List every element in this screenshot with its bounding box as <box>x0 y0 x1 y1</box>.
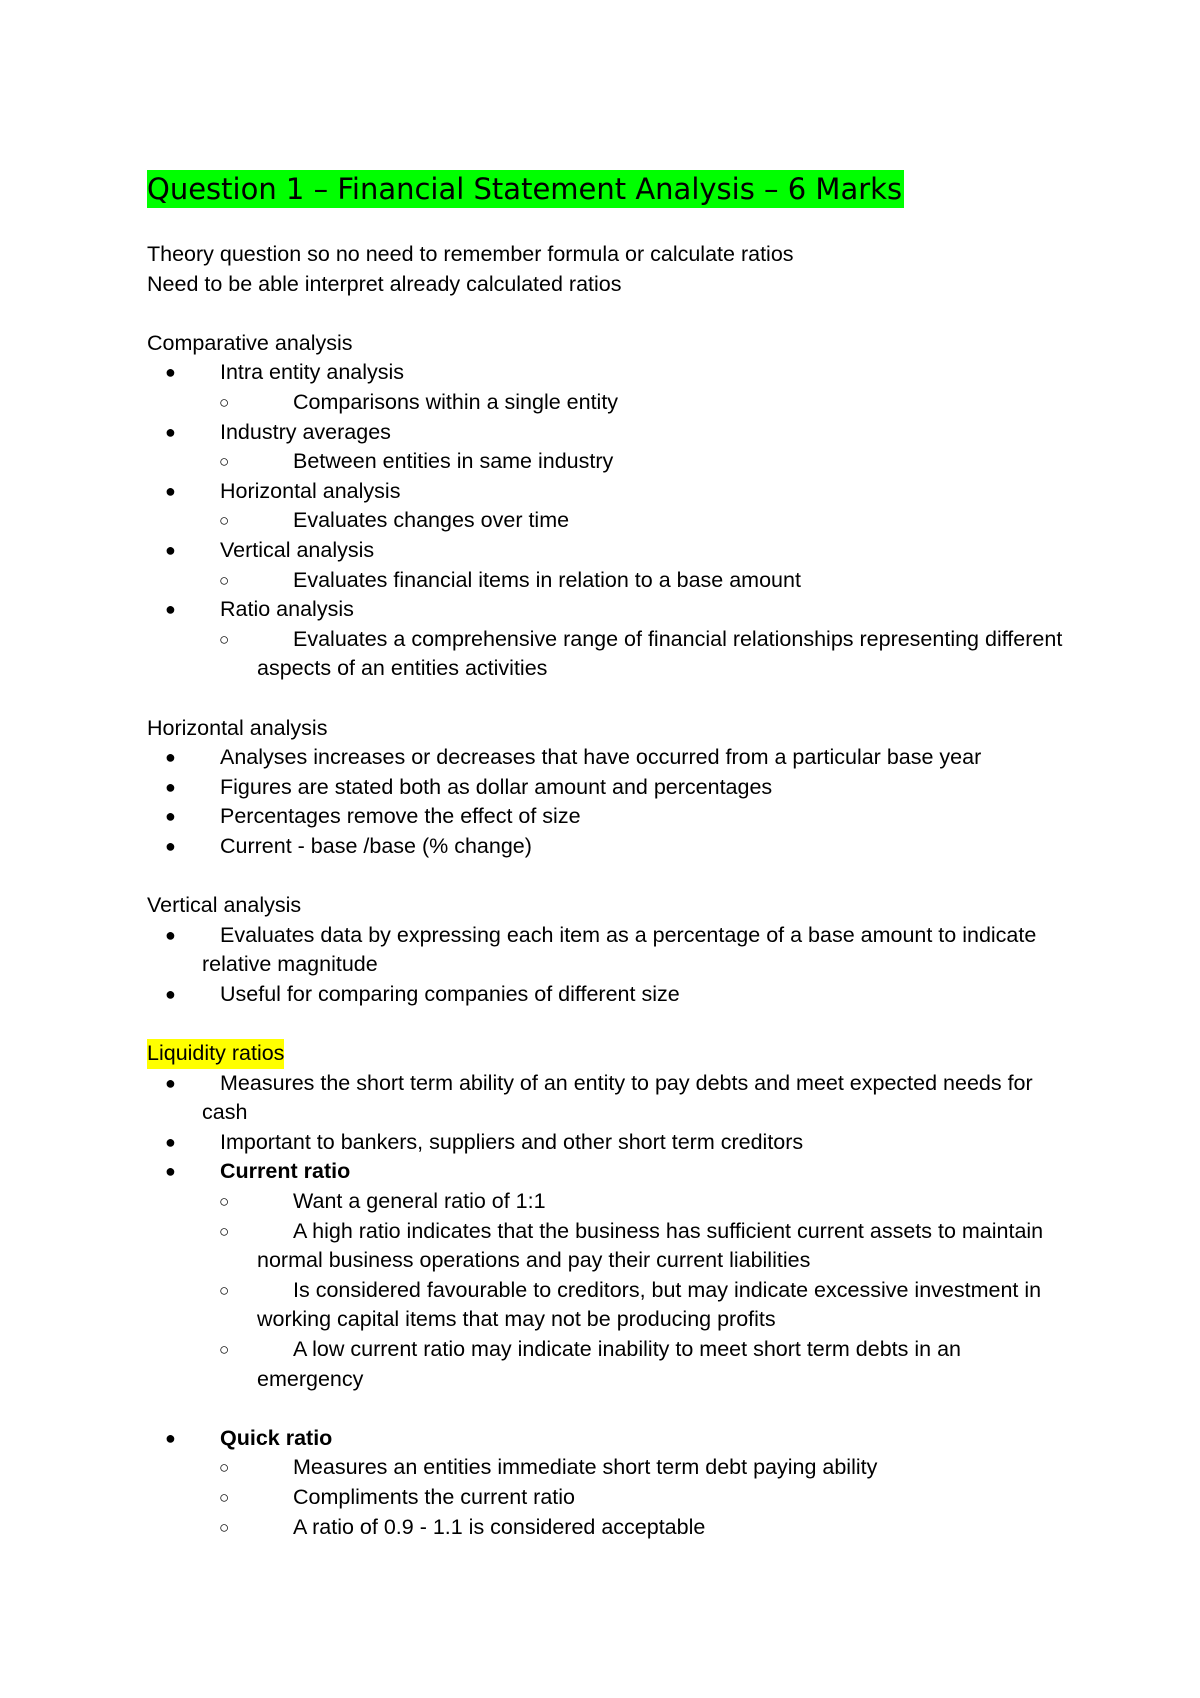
circle-bullet-icon: ○ <box>219 1458 230 1478</box>
list-item <box>147 832 1067 862</box>
sub-list-item-text: Between entities in same industry <box>293 449 614 474</box>
sub-list <box>220 1187 1067 1394</box>
list-item <box>147 477 1067 536</box>
spacer <box>147 299 1067 329</box>
list-item-text: Percentages remove the effect of size <box>220 804 581 829</box>
circle-bullet-icon: ○ <box>219 1221 230 1241</box>
bullet-icon: ● <box>165 1161 176 1182</box>
list-item <box>147 1128 1067 1158</box>
list-item-text: Quick ratio <box>220 1425 333 1450</box>
circle-bullet-icon: ○ <box>219 1192 230 1211</box>
bullet-icon: ● <box>165 747 176 768</box>
sub-list-item-text: Evaluates changes over time <box>293 508 570 533</box>
list-item-text: Current - base /base (% change) <box>220 833 532 858</box>
list-item-text: Analyses increases or decreases that have occurred from a particular base year <box>220 745 982 770</box>
list-item-text: Evaluates data by expressing each item as a percentage of a base amount to indicate relative magnitude <box>202 922 1037 977</box>
sub-list-item <box>147 1276 1067 1335</box>
sub-list <box>220 566 1067 596</box>
bullet-icon: ● <box>165 776 176 797</box>
vertical-list <box>147 921 1067 1010</box>
list-item <box>147 1157 1067 1394</box>
list-item-text: Industry averages <box>220 419 391 444</box>
sub-list <box>220 447 1067 477</box>
list-item-text: Useful for comparing companies of different size <box>220 981 680 1006</box>
sub-list-item <box>147 506 1067 536</box>
sub-list-item <box>147 1187 1067 1217</box>
spacer <box>147 684 1067 714</box>
circle-bullet-icon: ○ <box>219 570 230 590</box>
list-item <box>147 536 1067 595</box>
list-item-text: Current ratio <box>220 1159 351 1184</box>
circle-bullet-icon: ○ <box>219 452 230 472</box>
sub-list-item <box>147 1513 1067 1543</box>
sub-list-item-text: Is considered favourable to creditors, but may indicate excessive investment in working capital items that may not be producing profits <box>257 1277 1042 1332</box>
list-item <box>147 743 1067 773</box>
circle-bullet-icon: ○ <box>219 1487 230 1507</box>
list-item <box>147 358 1067 417</box>
section-heading-horizontal: Horizontal analysis <box>147 715 328 740</box>
intro-line-2: Need to be able interpret already calculated ratios <box>147 271 622 296</box>
comparative-list <box>147 358 1067 684</box>
list-item <box>147 1424 1067 1542</box>
document-title: Question 1 – Financial Statement Analysis – 6 Marks <box>147 172 903 206</box>
list-item-text: Horizontal analysis <box>220 478 401 503</box>
sub-list <box>220 388 1067 418</box>
sub-list <box>220 506 1067 536</box>
bullet-icon: ● <box>165 1427 176 1448</box>
quick-ratio-list <box>147 1424 1067 1542</box>
list-item <box>147 1069 1067 1128</box>
list-item <box>147 418 1067 477</box>
sub-list-item-text: Comparisons within a single entity <box>293 389 619 414</box>
list-item-text: Important to bankers, suppliers and other short term creditors <box>220 1129 804 1154</box>
sub-list-item-text: A high ratio indicates that the business has sufficient current assets to maintain normal business operations and pay their current liabilities <box>257 1218 1044 1273</box>
horizontal-list <box>147 743 1067 861</box>
circle-bullet-icon: ○ <box>219 1339 230 1359</box>
list-item-text: Figures are stated both as dollar amount and percentages <box>220 774 773 799</box>
list-item <box>147 802 1067 832</box>
circle-bullet-icon: ○ <box>219 1280 230 1300</box>
bullet-icon: ● <box>165 1072 176 1093</box>
circle-bullet-icon: ○ <box>219 511 230 531</box>
list-item <box>147 921 1067 980</box>
liquidity-list <box>147 1069 1067 1395</box>
list-item-text: Measures the short term ability of an entity to pay debts and meet expected needs for cash <box>202 1070 1033 1125</box>
circle-bullet-icon: ○ <box>219 1517 230 1537</box>
bullet-icon: ● <box>165 1131 176 1152</box>
sub-list-item <box>147 1217 1067 1276</box>
sub-list <box>220 1453 1067 1542</box>
sub-list-item-text: Evaluates financial items in relation to a base amount <box>293 567 801 592</box>
list-item <box>147 980 1067 1010</box>
intro-line-1: Theory question so no need to remember formula or calculate ratios <box>147 242 794 266</box>
spacer <box>147 1394 1067 1424</box>
sub-list-item-text: Measures an entities immediate short term debt paying ability <box>293 1455 878 1480</box>
bullet-icon: ● <box>165 362 176 383</box>
sub-list-item-text: Evaluates a comprehensive range of financial relationships representing different aspects of an entities activities <box>257 626 1063 681</box>
section-heading-liquidity <box>147 1039 1067 1069</box>
list-item <box>147 595 1067 684</box>
bullet-icon: ● <box>165 835 176 856</box>
list-item-text: Vertical analysis <box>220 537 375 562</box>
bullet-icon: ● <box>165 599 176 620</box>
sub-list-item <box>147 388 1067 418</box>
sub-list-item-text: A low current ratio may indicate inability to meet short term debts in an emergency <box>257 1336 962 1391</box>
spacer <box>147 1009 1067 1039</box>
sub-list-item <box>147 566 1067 596</box>
sub-list-item-text: Want a general ratio of 1:1 <box>293 1189 546 1213</box>
bullet-icon: ● <box>165 924 176 945</box>
sub-list-item <box>147 447 1067 477</box>
section-heading-vertical: Vertical analysis <box>147 893 302 918</box>
sub-list-item <box>147 1483 1067 1513</box>
sub-list <box>220 625 1067 684</box>
highlighted-heading: Liquidity ratios <box>147 1039 284 1069</box>
document-page <box>147 170 1067 1542</box>
title-line <box>147 170 1067 218</box>
sub-list-item-text: A ratio of 0.9 - 1.1 is considered acceptable <box>293 1514 706 1539</box>
section-heading-comparative: Comparative analysis <box>147 330 353 355</box>
circle-bullet-icon: ○ <box>219 392 230 412</box>
sub-list-item <box>147 1335 1067 1394</box>
bullet-icon: ● <box>165 806 176 827</box>
bullet-icon: ● <box>165 983 176 1004</box>
list-item <box>147 773 1067 803</box>
sub-list-item-text: Compliments the current ratio <box>293 1484 575 1509</box>
circle-bullet-icon: ○ <box>219 629 230 649</box>
spacer <box>147 861 1067 891</box>
bullet-icon: ● <box>165 421 176 442</box>
bullet-icon: ● <box>165 480 176 501</box>
sub-list-item <box>147 1453 1067 1483</box>
bullet-icon: ● <box>165 539 176 560</box>
sub-list-item <box>147 625 1067 684</box>
list-item-text: Ratio analysis <box>220 597 354 622</box>
list-item-text: Intra entity analysis <box>220 360 405 385</box>
